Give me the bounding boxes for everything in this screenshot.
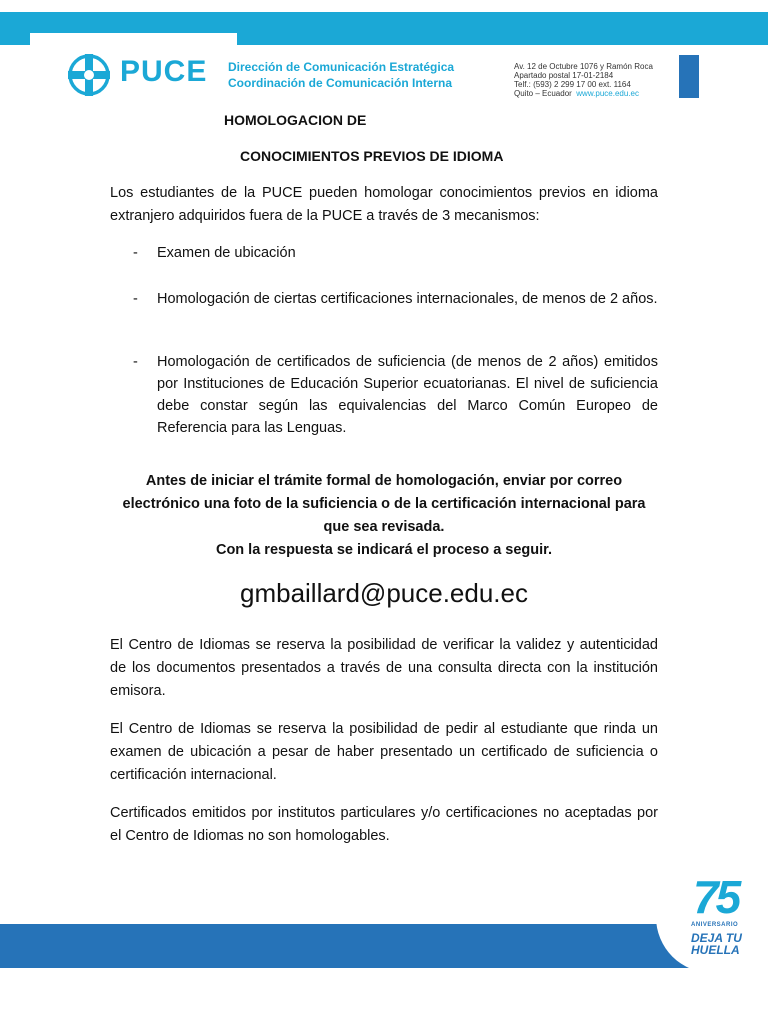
address-line-4 xyxy=(514,89,653,98)
address-line-1: Av. 12 de Octubre 1076 y Ramón Roca xyxy=(514,62,653,71)
list-item: Homologación de certificados de suficiencia (de menos de 2 años) emitidos por Instituciones de Educación Superior ecuatorianas. El nivel de suficiencia debe constar según las equivalencias del Marco Común Europeo de Referencia para las Lenguas. xyxy=(157,354,658,436)
website-link[interactable]: www.puce.edu.ec xyxy=(576,89,639,98)
puce-cross-icon xyxy=(66,52,112,98)
intro-paragraph: Los estudiantes de la PUCE pueden homologar conocimientos previos en idioma extranjero adquiridos fuera de la PUCE a través de 3 mecanismos: xyxy=(110,185,658,224)
list-item: Homologación de ciertas certificaciones internacionales, de menos de 2 años. xyxy=(157,291,658,307)
bullet-dash: - xyxy=(133,245,138,261)
anniversary-number: 75 xyxy=(693,871,739,923)
address-city: Quito – Ecuador xyxy=(514,89,572,98)
notice-line-2: Con la respuesta se indicará el proceso a seguir. xyxy=(215,542,553,558)
department-line-1: Dirección de Comunicación Estratégica xyxy=(228,60,455,74)
logo-block xyxy=(30,33,237,113)
document-title-line-1: HOMOLOGACION DE xyxy=(224,112,367,128)
logo-text: PUCE xyxy=(120,55,208,88)
address-line-3: Telf.: (593) 2 299 17 00 ext. 1164 xyxy=(514,80,631,89)
bullet-dash: - xyxy=(133,291,138,307)
bullet-dash: - xyxy=(133,354,138,370)
non-homologable-paragraph: Certificados emitidos por institutos particulares y/o certificaciones no aceptadas por el Centro de Idiomas no son homologables. xyxy=(110,805,658,844)
tagline-line-1: DEJA TU xyxy=(691,931,742,945)
footer-color-bar xyxy=(0,924,768,968)
department-line-2: Coordinación de Comunicación Interna xyxy=(228,76,453,90)
placement-exam-paragraph: El Centro de Idiomas se reserva la posibilidad de pedir al estudiante que rinda un examen de ubicación a pesar de haber presentado un certificado de suficiencia o certificación internacional. xyxy=(110,721,658,783)
address-line-2: Apartado postal 17-01-2184 xyxy=(514,71,614,80)
address-block xyxy=(514,62,653,98)
document-title-line-2: CONOCIMIENTOS PREVIOS DE IDIOMA xyxy=(240,148,504,164)
anniversary-label: ANIVERSARIO xyxy=(691,922,739,928)
list-item: Examen de ubicación xyxy=(157,245,296,261)
department-name xyxy=(228,59,454,91)
notice-block xyxy=(110,470,658,562)
notice-line-1: Antes de iniciar el trámite formal de homologación, enviar por correo electrónico una foto de la suficiencia o de la certificación internacional para que sea revisada. xyxy=(122,473,646,535)
verification-paragraph: El Centro de Idiomas se reserva la posibilidad de verificar la validez y autenticidad de los documentos presentados a través de una consulta directa con la institución emisora. xyxy=(110,637,658,699)
header-accent-block xyxy=(679,55,699,98)
contact-email-link[interactable]: gmbaillard@puce.edu.ec xyxy=(239,578,528,608)
tagline-line-2: HUELLA xyxy=(691,943,740,957)
anniversary-tagline xyxy=(691,932,742,956)
